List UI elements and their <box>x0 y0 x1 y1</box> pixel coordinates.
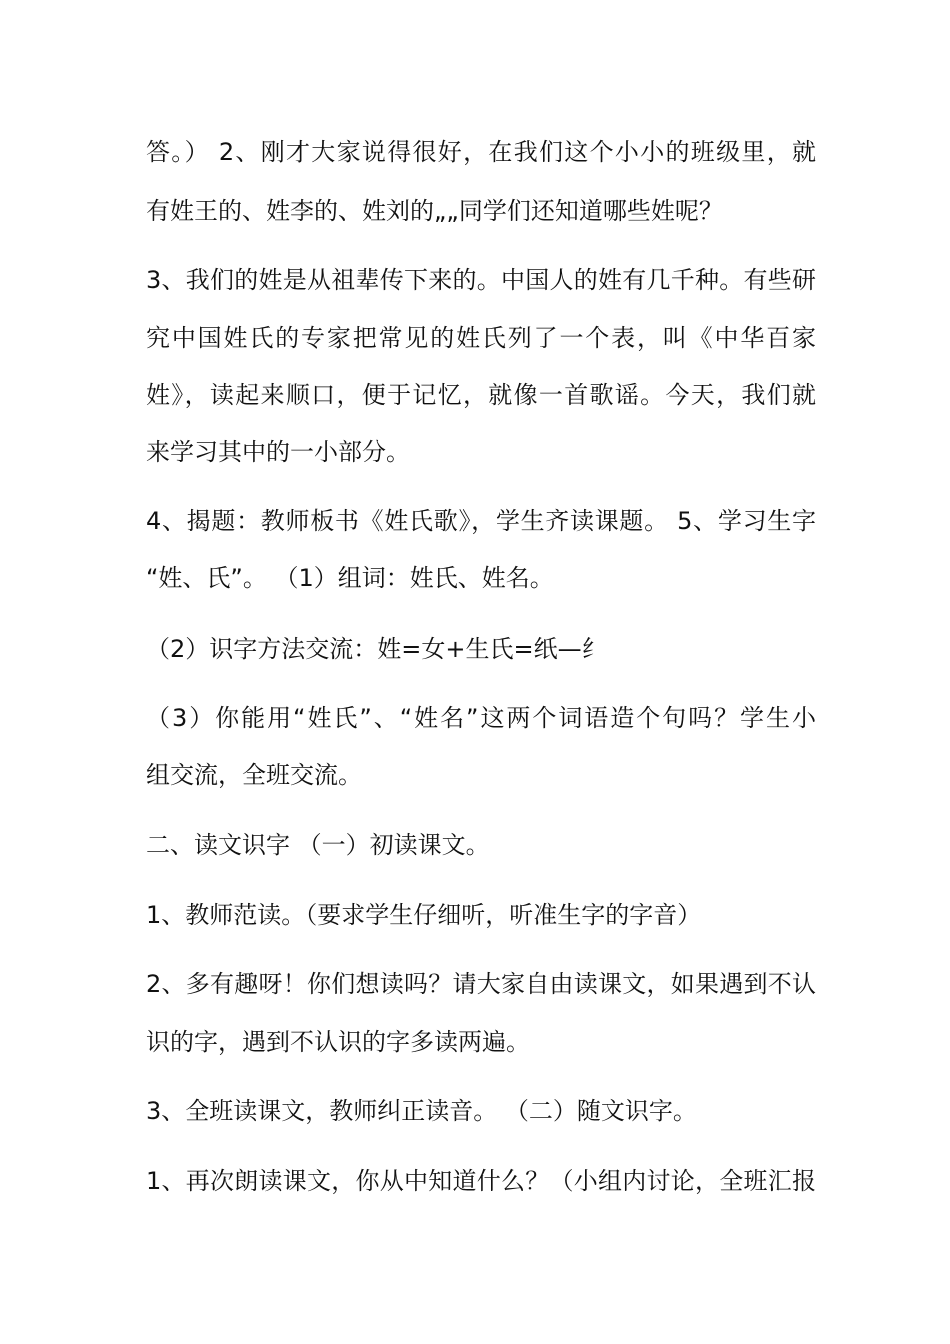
text-line: 有姓王的、姓李的、姓刘的„„同学们还知道哪些姓呢？ <box>146 197 723 225</box>
text-line: （3）你能用“姓氏”、“姓名”这两个词语造个句吗？学生小 <box>146 704 816 732</box>
text-line: 1、教师范读。（要求学生仔细听，听准生字的字音） <box>146 901 702 929</box>
text-line: 姓》，读起来顺口，便于记忆，就像一首歌谣。今天，我们就 <box>146 381 816 409</box>
text-line: 2、多有趣呀！你们想读吗？请大家自由读课文，如果遇到不认 <box>146 970 816 998</box>
text-line: 组交流，全班交流。 <box>146 761 362 789</box>
text-line: 识的字，遇到不认识的字多读两遍。 <box>146 1028 530 1056</box>
text-line: 4、揭题：教师板书《姓氏歌》，学生齐读课题。 5、学习生字 <box>146 507 816 535</box>
text-line: 3、我们的姓是从祖辈传下来的。中国人的姓有几千种。有些研 <box>146 266 816 294</box>
text-line: “姓、氏”。 （1）组词：姓氏、姓名。 <box>146 564 554 592</box>
text-line: 二、读文识字 （一）初读课文。 <box>146 831 490 859</box>
text-line: 3、全班读课文，教师纠正读音。 （二）随文识字。 <box>146 1097 697 1125</box>
text-line: 究中国姓氏的专家把常见的姓氏列了一个表，叫《中华百家 <box>146 324 816 352</box>
text-line: 来学习其中的一小部分。 <box>146 438 410 466</box>
text-line: 1、再次朗读课文，你从中知道什么？（小组内讨论，全班汇报 <box>146 1167 816 1195</box>
text-line: （2）识字方法交流：姓=女+生氏=纸—纟 <box>146 635 606 663</box>
text-line: 答。） 2、刚才大家说得很好，在我们这个小小的班级里，就 <box>146 138 816 166</box>
